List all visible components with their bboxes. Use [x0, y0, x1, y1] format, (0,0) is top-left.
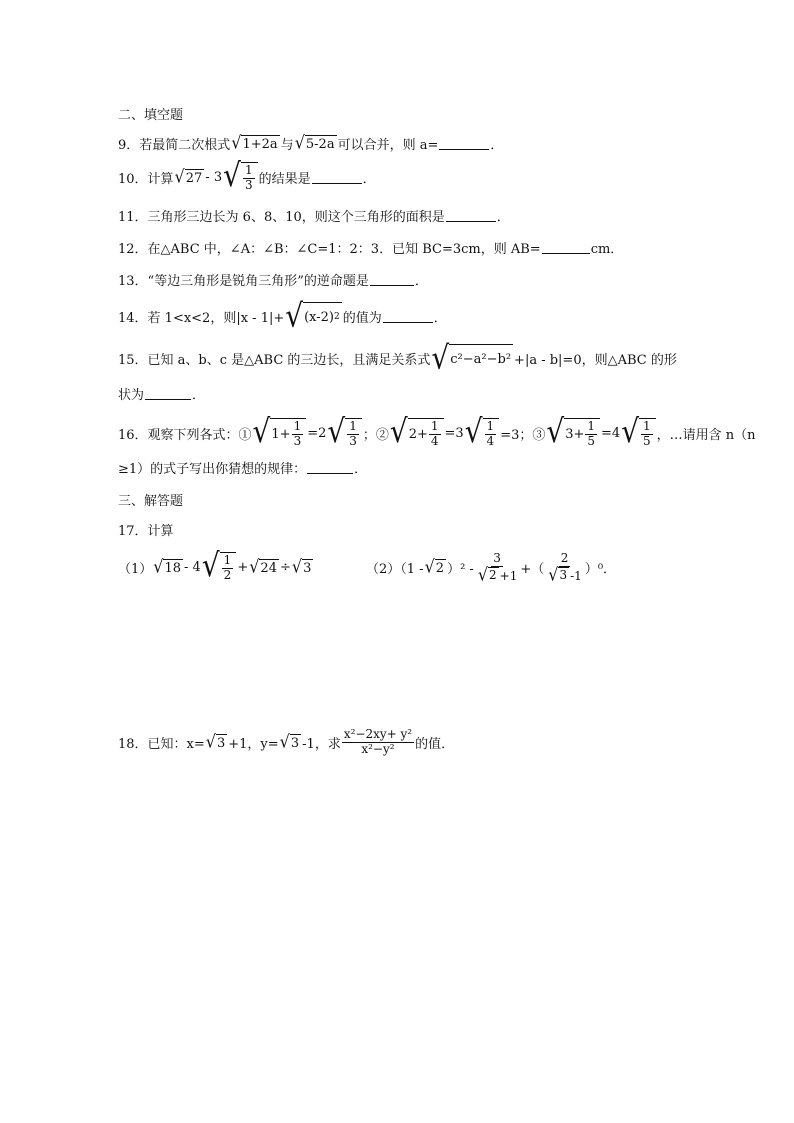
answer-blank[interactable]: [439, 137, 489, 150]
answer-blank[interactable]: [370, 273, 414, 286]
question-16-line2: ≥1）的式子写出你猜想的规律： ．: [118, 462, 368, 477]
question-14: 14．若 1<x<2，则|x - 1|+ √ (x-2) 2 的值为 ．: [118, 296, 447, 335]
question-16: 16．观察下列各式：① √ 1+ $\frac{1}{3}$ =2 √ $\frac{1}{3}$ ；② √ 2+ $\frac{1}{4}$ =3 √ $\frac{1}{4}$ =3；③ √ 3+ $\frac{1}{5}$ =4 √ $\frac{1}{5}$ ，…请用含 n（n: [118, 412, 756, 451]
sqrt-1-plus-2a: √ 1+2a: [231, 131, 278, 153]
question-11: 11．三角形三边长为 6、8、10，则这个三角形的面积是 ．: [118, 210, 510, 225]
answer-blank[interactable]: [145, 387, 191, 400]
question-12: 12．在△ABC 中，∠A：∠B：∠C=1：2：3．已知 BC=3cm，则 AB= cm．: [118, 242, 624, 257]
section-heading-fill-in: 二、填空题: [118, 108, 184, 123]
sqrt-one-third: √ $\frac{1}{3}$: [223, 162, 257, 193]
sqrt-3-plus-one-fifth: √ 3+ $\frac{1}{5}$: [546, 418, 600, 449]
question-17-part1: （1） √ 18 - 4 √ $\frac{1}{2}$ + √ 24 ÷ √ 3: [118, 546, 312, 585]
sqrt-x-minus-2-squared: √ (x-2) 2: [285, 296, 340, 335]
sqrt-5-minus-2a: √ 5-2a: [294, 131, 335, 153]
answer-blank[interactable]: [383, 310, 433, 323]
question-18: 18．已知：x= √ 3 +1，y= √ 3 -1，求 $\frac{\text{x²−2xy+ y²}}{\text{x²−y²}}$ 的值．: [118, 727, 455, 756]
expression-fraction: $\frac{\text{x²−2xy+ y²}}{\text{x²−y²}}$: [343, 727, 413, 756]
sqrt-2-plus-one-fourth: √ 2+ $\frac{1}{4}$: [390, 418, 444, 449]
question-15-line2: 状为 ．: [118, 388, 206, 403]
question-15: 15．已知 a、b、c 是△ABC 的三边长，且满足关系式 √ c²−a²−b² +|a - b|=0，则△ABC 的形: [118, 338, 677, 377]
answer-blank[interactable]: [312, 171, 362, 184]
question-17-part2: （2）（1 - √ 2 ）² - 3 √ 2 +1 +（ 2 √ 3 -1 ）⁰．: [366, 551, 617, 585]
question-17-title: 17．计算: [118, 524, 174, 539]
answer-blank[interactable]: [542, 241, 590, 254]
sqrt-1-plus-one-third: √ 1+ $\frac{1}{3}$: [253, 418, 307, 449]
answer-blank[interactable]: [446, 209, 496, 222]
answer-blank[interactable]: [307, 461, 353, 474]
sqrt-27: √ 27: [174, 165, 203, 187]
question-13: 13．“等边三角形是锐角三角形”的逆命题是 ．: [118, 274, 428, 289]
question-10: 10．计算 √ 27 - 3 √ $\frac{1}{3}$ 的结果是 ．: [118, 156, 376, 195]
question-9: 9．若最简二次根式 √ 1+2a 与 √ 5-2a 可以合并，则 a= ．: [118, 131, 504, 153]
section-heading-solve: 三、解答题: [118, 494, 184, 509]
sqrt-c2-a2-b2: √ c²−a²−b²: [431, 338, 512, 377]
